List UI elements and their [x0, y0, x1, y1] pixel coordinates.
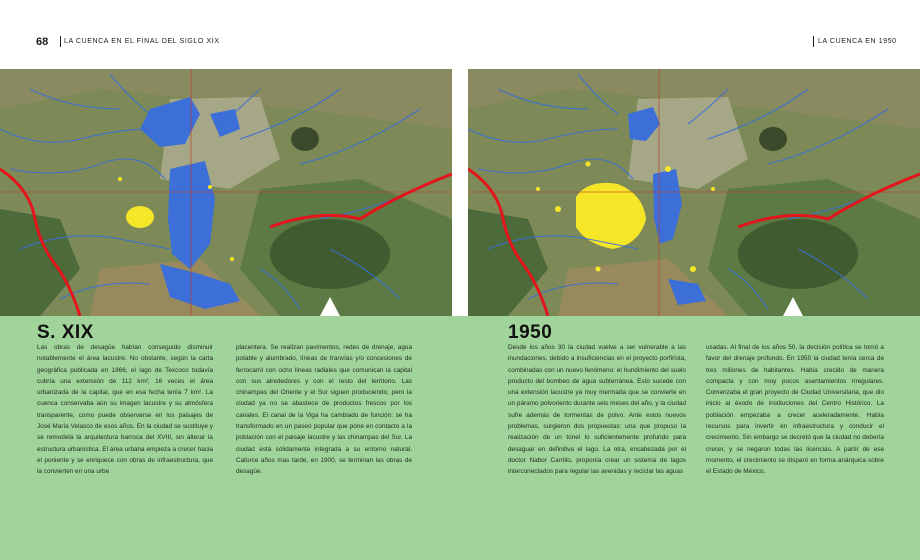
- header-divider: [60, 36, 61, 47]
- satellite-map-19th-century: [0, 69, 452, 316]
- left-column-1: Las obras de desagüe habían conseguido disminuir notablemente el área lacustre. No obstante, según la carta geográfica publicada en 1866, el lago de Texcoco todavía cubría una extensión de 112 km²; 16 veces el área urbanizada de la capital, que en esa fecha tenía 7 km². La cuenca conservaba aún su imagen lacustre y su atmósfera transparente, como puede observarse en los paisajes de José María Velasco de esos años. En la ciudad se sustituye y se remodela la arquitectura barroca del XVIII, sin alterar la estructura urbanística. El área urbana empieza a crecer hacia el poniente y se enriquece con obras de infraestructura, que la convierten en una urbe: [37, 344, 213, 476]
- right-column-1: Desde los años 30 la ciudad vuelve a ser vulnerable a las inundaciones, debido a insuficiencias en el proyecto porfirista, combinadas con un nuevo fenómeno: el hundimiento del suelo producto del bombeo de agua subterránea. Esto sucede con una extensión lacustre ya muy mermada que se convierte en un páramo polvoriento durante seis meses del año, y la ciudad sufre además de tormentas de polvo. Ante estos nuevos problemas, surgieron dos propuestas: una que propuso la realización de un túnel lo suficientemente profundo para desaguar en definitiva el lago. La otra, encabezada por el doctor Nabor Carrillo, proponía crear un sistema de lagos interconectados para regular las avenidas y reciclar las aguas: [508, 344, 686, 476]
- right-running-title: LA CUENCA EN 1950: [818, 38, 897, 45]
- left-running-title: LA CUENCA EN EL FINAL DEL SIGLO XIX: [64, 38, 220, 45]
- satellite-map-1950: [468, 69, 920, 316]
- right-section-heading: 1950: [508, 322, 553, 343]
- page-header: [0, 0, 920, 60]
- header-divider: [813, 36, 814, 47]
- left-column-2: placentera. Se realizan pavimentos, redes de drenaje, agua potable y alumbrado, líneas de tranvías y/o concesiones de ferrocarril con ocho líneas radiales que comunican la capital con sus alrededores y con el resto del territorio. Las chinampas del Oriente y el Sur siguen produciendo, pero la ciudad ya no se abastece de productos frescos por los canales. El canal de la Viga ha cambiado de función: se ha transformado en un paseo popular que pone en contacto a la población con el paisaje lacustre y las chinampas del Sur. La ciudad está sólidamente integrada a su entorno natural. Catorce años mas tarde, en 1900, se terminan las obras de desagüe.: [236, 344, 412, 476]
- right-column-2: usadas. Al final de los años 50, la decisión política se tomó a favor del drenaje profundo. En 1950 la ciudad tenía cerca de tres millones de habitantes. Había crecido de manera compacta y con muy pocos asentamientos irregulares. Comenzaba el gran proyecto de Ciudad Universitaria, que dio inicio al éxodo de instituciones del Centro Histórico. La población empezaba a crecer aceleradamente. Había recursos para invertir en infraestructura y conducir el crecimiento. Sin embargo se decretó que la ciudad no debería crecer, y se negaron todas las licencias. A partir de ese momento, el crecimiento se disparó en forma anárquica sobre el Estado de México.: [706, 344, 884, 476]
- page-number: 68: [36, 36, 49, 48]
- left-section-heading: S. XIX: [37, 322, 94, 343]
